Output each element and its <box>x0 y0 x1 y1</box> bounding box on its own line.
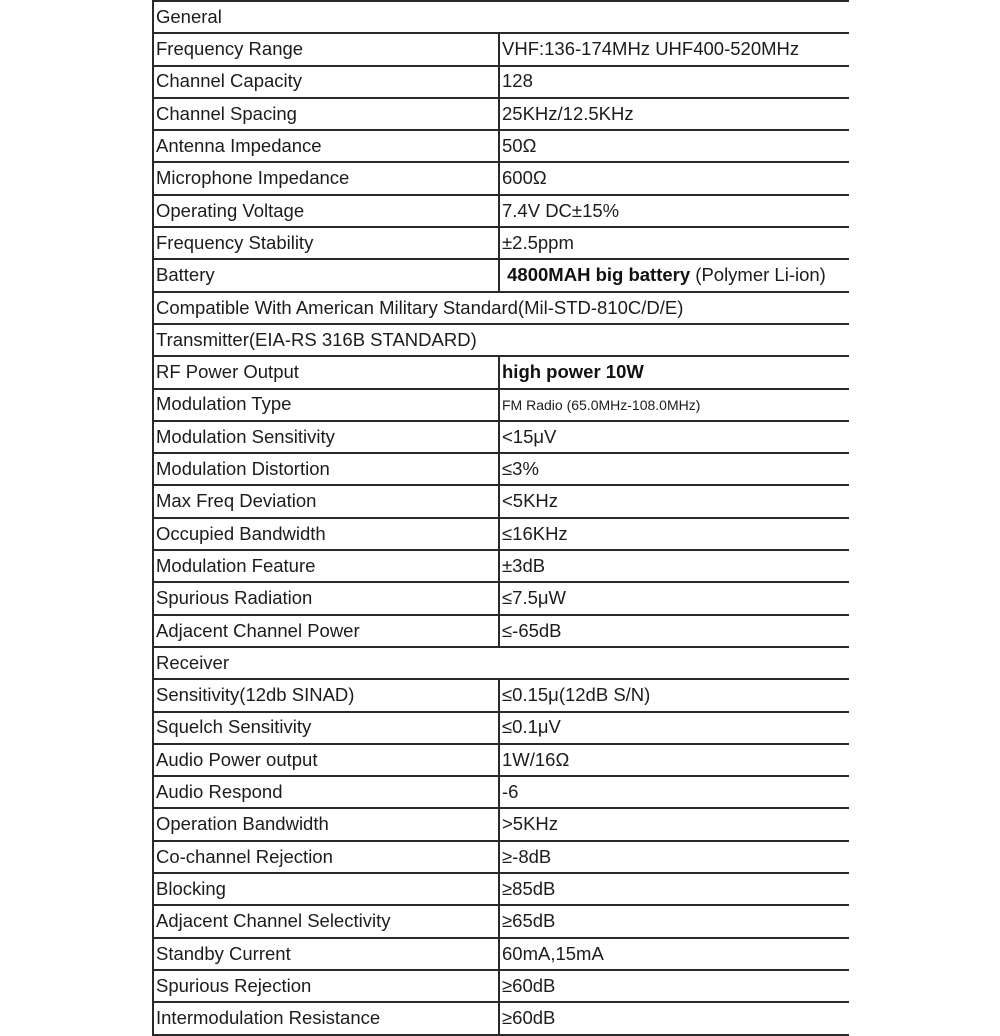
row-value: 128 <box>499 66 849 98</box>
row-label: Blocking <box>153 873 499 905</box>
table-row <box>153 162 849 194</box>
row-label: Modulation Distortion <box>153 453 499 485</box>
row-value: ±2.5ppm <box>499 227 849 259</box>
row-label: Squelch Sensitivity <box>153 712 499 744</box>
table-row <box>153 1002 849 1034</box>
row-label: Battery <box>153 259 499 291</box>
table-row <box>153 453 849 485</box>
table-row <box>153 98 849 130</box>
table-row <box>153 389 849 421</box>
row-label: Frequency Stability <box>153 227 499 259</box>
row-value: ≥-8dB <box>499 841 849 873</box>
row-label: Sensitivity(12db SINAD) <box>153 679 499 711</box>
row-label: Antenna Impedance <box>153 130 499 162</box>
row-value: ≥60dB <box>499 1002 849 1034</box>
row-label: Modulation Type <box>153 389 499 421</box>
table-row <box>153 712 849 744</box>
row-value: <15μV <box>499 421 849 453</box>
table-row <box>153 550 849 582</box>
row-label: Co-channel Rejection <box>153 841 499 873</box>
row-value: ≤0.1μV <box>499 712 849 744</box>
row-value: >5KHz <box>499 808 849 840</box>
row-value: -6 <box>499 776 849 808</box>
row-label: Modulation Feature <box>153 550 499 582</box>
table-row <box>153 873 849 905</box>
specification-table <box>152 0 849 1036</box>
battery-capacity: 4800MAH big battery <box>507 264 691 286</box>
table-row <box>153 33 849 65</box>
table-row <box>153 66 849 98</box>
table-row <box>153 905 849 937</box>
rf-power-value: high power 10W <box>502 361 644 383</box>
row-value: ≤0.15μ(12dB S/N) <box>499 679 849 711</box>
table-row <box>153 744 849 776</box>
row-value: ≥60dB <box>499 970 849 1002</box>
row-label: Occupied Bandwidth <box>153 518 499 550</box>
section-title-general: General <box>153 1 849 33</box>
row-label: Intermodulation Resistance <box>153 1002 499 1034</box>
row-label: Adjacent Channel Selectivity <box>153 905 499 937</box>
row-value: ≤-65dB <box>499 615 849 647</box>
table-row <box>153 421 849 453</box>
row-value: 1W/16Ω <box>499 744 849 776</box>
row-value: 600Ω <box>499 162 849 194</box>
row-value: ≤7.5μW <box>499 582 849 614</box>
row-label: Spurious Rejection <box>153 970 499 1002</box>
row-label: Spurious Radiation <box>153 582 499 614</box>
table-row <box>153 970 849 1002</box>
row-value: FM Radio (65.0MHz-108.0MHz) <box>499 389 849 421</box>
row-value: ≤16KHz <box>499 518 849 550</box>
table-row <box>153 518 849 550</box>
table-row <box>153 195 849 227</box>
table-row <box>153 582 849 614</box>
row-value: VHF:136-174MHz UHF400-520MHz <box>499 33 849 65</box>
row-label: Channel Capacity <box>153 66 499 98</box>
section-row <box>153 324 849 356</box>
row-value: ≥85dB <box>499 873 849 905</box>
row-label: Audio Power output <box>153 744 499 776</box>
row-label: Channel Spacing <box>153 98 499 130</box>
table-row <box>153 841 849 873</box>
note-row <box>153 292 849 324</box>
row-value: 50Ω <box>499 130 849 162</box>
row-label: Operation Bandwidth <box>153 808 499 840</box>
section-row <box>153 647 849 679</box>
row-value: 25KHz/12.5KHz <box>499 98 849 130</box>
section-title-receiver: Receiver <box>153 647 849 679</box>
row-label: Modulation Sensitivity <box>153 421 499 453</box>
military-standard-note: Compatible With American Military Standard(Mil-STD-810C/D/E) <box>153 292 849 324</box>
battery-type: (Polymer Li-ion) <box>690 264 826 286</box>
row-value: 7.4V DC±15% <box>499 195 849 227</box>
row-value: 60mA,15mA <box>499 938 849 970</box>
row-value: ≥65dB <box>499 905 849 937</box>
row-label: Adjacent Channel Power <box>153 615 499 647</box>
row-value: ≤3% <box>499 453 849 485</box>
table-row <box>153 259 849 291</box>
table-row <box>153 938 849 970</box>
row-label: RF Power Output <box>153 356 499 388</box>
section-row <box>153 1 849 33</box>
row-value: <5KHz <box>499 485 849 517</box>
table-row <box>153 808 849 840</box>
row-label: Frequency Range <box>153 33 499 65</box>
table-row <box>153 776 849 808</box>
row-label: Audio Respond <box>153 776 499 808</box>
row-value <box>499 356 849 388</box>
table-row <box>153 615 849 647</box>
row-label: Operating Voltage <box>153 195 499 227</box>
row-label: Max Freq Deviation <box>153 485 499 517</box>
section-title-transmitter: Transmitter(EIA-RS 316B STANDARD) <box>153 324 849 356</box>
row-label: Standby Current <box>153 938 499 970</box>
table-row <box>153 227 849 259</box>
table-row <box>153 485 849 517</box>
table-row <box>153 679 849 711</box>
row-value-battery <box>499 259 849 291</box>
row-label: Microphone Impedance <box>153 162 499 194</box>
table-row <box>153 130 849 162</box>
row-value: ±3dB <box>499 550 849 582</box>
table-row <box>153 356 849 388</box>
